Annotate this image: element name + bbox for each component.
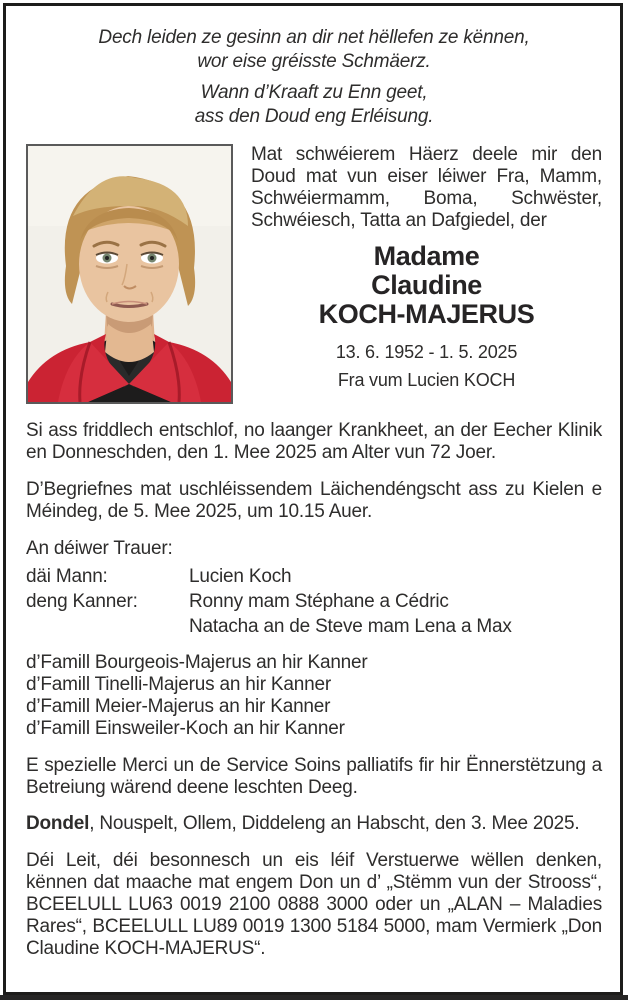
- mourner-names-line: Ronny mam Stéphane a Cédric: [189, 591, 449, 612]
- dateline-rest: , Nouspelt, Ollem, Diddeleng an Habscht, den 3. Mee 2025.: [89, 813, 580, 834]
- funeral-paragraph: D’Begriefnes mat uschléissendem Läichendéngscht ass zu Kielen e Méindeg, de 5. Mee 2025, um 10.15 Auer.: [26, 479, 602, 522]
- epigraph-stanza-1: [26, 26, 602, 74]
- dateline-paragraph: [26, 813, 602, 835]
- death-paragraph: Si ass friddlech entschlof, no laanger Krankheet, an der Eecher Klinik en Donneschden, den 1. Mee 2025 am Alter vun 72 Joer.: [26, 420, 602, 463]
- epigraph: [26, 26, 602, 129]
- family-line: d’Famill Bourgeois-Majerus an hir Kanner: [26, 652, 368, 673]
- deceased-first-name: Claudine: [371, 270, 482, 300]
- thanks-paragraph: E spezielle Merci un de Service Soins palliatifs fir hir Ënnerstëtzung a Betreiung wärend deene leschten Deeg.: [26, 755, 602, 798]
- deceased-family-name: KOCH-MAJERUS: [318, 299, 535, 329]
- mourner-names: [189, 589, 602, 639]
- mourner-row-husband: [26, 564, 602, 589]
- photo-and-intro-row: [26, 144, 602, 404]
- family-line: d’Famill Einsweiler-Koch an hir Kanner: [26, 718, 345, 739]
- intro-paragraph: Mat schwéierem Häerz deele mir den Doud mat vun eiser léiwer Fra, Mamm, Schwéiermamm, Boma, Schwëster, Schwéiesch, Tatta an Dafgiedel, der: [251, 144, 602, 231]
- epigraph-line: Dech leiden ze gesinn an dir net hëllefen ze kënnen,: [98, 27, 530, 48]
- portrait-photo: [26, 144, 233, 404]
- life-dates: 13. 6. 1952 - 1. 5. 2025: [335, 342, 518, 362]
- family-line: d’Famill Tinelli-Majerus an hir Kanner: [26, 674, 331, 695]
- family-list: [26, 652, 602, 740]
- mourner-label: däi Mann:: [26, 566, 108, 587]
- mourner-list: [26, 564, 602, 639]
- deceased-title: Madame: [373, 241, 480, 271]
- mourning-heading: An déiwer Trauer:: [26, 538, 173, 559]
- mourner-label: deng Kanner:: [26, 591, 138, 612]
- intro-and-name-column: [251, 144, 602, 404]
- epigraph-line: wor eise gréisste Schmäerz.: [197, 51, 431, 72]
- redaction-bar: [0, 995, 628, 1000]
- mourner-row-children: [26, 589, 602, 639]
- epigraph-line: ass den Doud eng Erléisung.: [194, 106, 434, 127]
- family-line: d’Famill Meier-Majerus an hir Kanner: [26, 696, 331, 717]
- deceased-name-block: [251, 242, 602, 329]
- dateline-place-bold: Dondel: [26, 813, 90, 834]
- epigraph-stanza-2: [26, 81, 602, 129]
- spouse-line: Fra vum Lucien KOCH: [337, 370, 516, 390]
- mourner-names-line: Natacha an de Steve mam Lena a Max: [189, 616, 512, 637]
- portrait-photo-illustration: [28, 146, 231, 402]
- donation-paragraph: Déi Leit, déi besonnesch un eis léif Verstuerwe wëllen denken, kënnen dat maache mat engem Don un d’ „Stëmm vun der Strooss“, BCEELULL LU63 0019 2100 0888 3000 oder un „ALAN – Maladies Rares“, BCEELULL LU89 0019 1300 5184 5000, mam Vermierk „Don Claudine KOCH-MAJERUS“.: [26, 850, 602, 959]
- mourner-names: Lucien Koch: [189, 566, 292, 587]
- epigraph-line: Wann d’Kraaft zu Enn geet,: [200, 82, 428, 103]
